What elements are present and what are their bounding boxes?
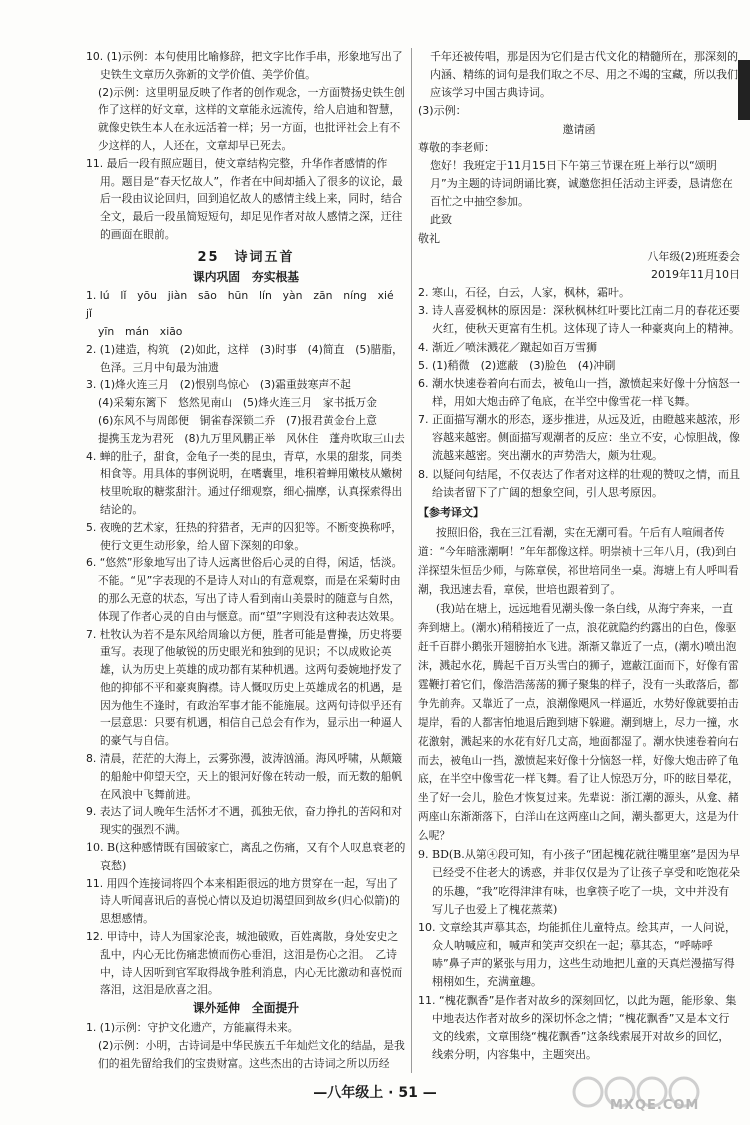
section-inclass: 课内巩固 夯实根基 bbox=[192, 269, 300, 284]
ext-answer-1: 1. (1)示例：守护文化遗产，方能赢得未来。 bbox=[86, 1021, 299, 1035]
answer-r7: 7. 正面描写潮水的形态，逐步推进，从远及近，由瞪越来越浓，形容越来越密。侧面描写观潮者的反应：坐立不安，心惊胆战，像流越来越密。突出潮水的声势浩大，颇为壮观。 bbox=[418, 413, 740, 463]
column-divider bbox=[411, 48, 412, 1073]
ext-answer-2-cont: 千年还被传唱，那是因为它们是古代文化的精髓所在，那深刻的内涵、精练的词句是我们取之不尽、用之不竭的宝藏，所以我们应该学习中国古典诗词。 bbox=[430, 50, 738, 100]
invitation-greeting: 尊敬的李老师： bbox=[418, 140, 495, 154]
answer-r4: 4. 渐近／喷沫溅花／蹴起如百万雪狮 bbox=[418, 340, 597, 354]
answer-r6: 6. 潮水快速卷着向右而去，被龟山一挡，激愤起来好像十分恼怒一样，用如大炮击碎了龟底，在半空中像雪花一样飞舞。 bbox=[418, 376, 740, 408]
invitation-title: 邀请函 bbox=[562, 122, 596, 136]
watermark-logo-icon bbox=[568, 1070, 743, 1122]
invitation-close-1: 此致 bbox=[430, 213, 452, 227]
answer-12: 12. 甲诗中，诗人为国家沦丧，城池破败，百姓离散，身处安史之乱中，内心无比伤痛悲愤而伤心垂泪，这泪是伤心之泪。 乙诗中，诗人因听到官军取得战争胜利消息，内心无比激动和喜悦而落泪，这泪是欣喜之泪。 bbox=[86, 930, 403, 997]
answer-8: 8. 清晨，茫茫的大海上，云雾弥漫，波涛汹涌。海风呼啸，从颠簸的船舱中仰望天空，天上的银河好像在转动一般，而无数的船帆在风浪中飞舞前进。 bbox=[86, 752, 403, 801]
answer-r2: 2. 寒山，石径，白云，人家，枫林，霜叶。 bbox=[418, 286, 630, 300]
translation-para-1: 按照旧俗，我在三江看潮，实在无潮可看。午后有人喧闹者传道：“今年暗涨潮啊！”年年都像这样。明崇祯十三年八月，(我)到白洋探望朱恒岳少师，与陈章侯，祁世培同坐一桌。海塘上有人呼叫看潮，我迅速去看，章侯，世培也跟着到了。 bbox=[418, 526, 739, 596]
answer-3-a: 3. (1)烽火连三月 (2)恨别鸟惊心 (3)霜重鼓寒声不起 bbox=[86, 378, 351, 392]
answer-r10: 10. 文章绘其声摹其态，均能抓住儿童特点。绘其声，一人问说，众人呐喊应和，喊声和笑声交织在一起；摹其态，“呼哧呼哧”鼻子声的紧张与用力，这些生动地把儿童的天真烂漫描写得栩栩如生，充满童趣。 bbox=[418, 920, 736, 989]
answer-4: 4. 蝉的肚子，甜食，金龟子一类的昆虫，青草，水果的甜浆，同类相食等。用具体的事例说明，在嗜囊里，堆积着蝉用嫩枝从嫩树枝里吮取的糖浆甜汁。通过仔细观察，细心揣摩，认真探索得出结论的。 bbox=[86, 449, 403, 516]
watermark-text: MXQE.COM bbox=[610, 1098, 700, 1113]
answer-r5: 5. (1)稍微 (2)遮蔽 (3)脸色 (4)冲刷 bbox=[418, 358, 616, 372]
page-footer: —八年级上 · 51 — bbox=[313, 1085, 437, 1101]
answer-7: 7. 杜牧认为若不是东风给周瑜以方便，胜者可能是曹操，历史将要重写。表现了他敏锐的历史眼光和独到的见识；不以成败论英雄，认为历史上英雄的成功都有某种机遇。这两句委婉地抒发了他的抑郁不平和豪爽胸襟。诗人慨叹历史上英雄成名的机遇，是因为他生不逢时，有政治军事才能不能施展。这两句诗似乎还有一层意思：只要有机遇，相信自己总会有作为，显示出一种逼人的豪气与自信。 bbox=[86, 627, 403, 748]
answer-9: 9. 表达了词人晚年生活怀才不遇，孤独无依，奋力挣扎的苦闷和对现实的强烈不满。 bbox=[86, 805, 403, 837]
answer-10-2: (2)示例：这里明显反映了作者的创作观念，一方面赞扬史铁生创作了这样的好文章，这样的文章能永远流传，给人启迪和智慧，就像史铁生本人在永远活着一样；另一方面，也批评社会上有不少这样的人，人还在，文章却早已死去。 bbox=[98, 85, 405, 152]
invitation-signature: 八年级(2)班班委会 bbox=[647, 249, 740, 263]
answer-6: 6. “悠然”形象地写出了诗人远离世俗后心灵的自得，闲适，恬淡。 bbox=[86, 556, 403, 570]
section-extension: 课外延伸 全面提升 bbox=[192, 1001, 300, 1016]
answer-r9: 9. BD(B.从第④段可知，有小孩子“团起槐花就往嘴里塞”是因为早已经受不住老大的诱惑，并非仅仅是为了让孩子享受和吃饱花朵的乐趣，“我”吃得津津有味，也拿筷子吃了一块，文中并没有写儿子也爱上了槐花蒸菜) bbox=[418, 848, 741, 916]
right-column bbox=[418, 48, 740, 1064]
answer-3-b: (4)采菊东篱下 悠然见南山 (5)烽火连三月 家书抵万金 bbox=[98, 396, 377, 410]
invitation-body: 您好！我班定于11月15日下午第三节课在班上举行以“颂明月”为主题的诗词朗诵比赛，诚邀您担任活动主评委，恳请您在百忙之中抽空参加。 bbox=[430, 158, 733, 209]
answer-2: 2. (1)建造，构筑 (2)如此，这样 (3)时事 (4)简直 (5)腊脂，色泽。三月中旬最为油遗 bbox=[86, 342, 403, 374]
answer-r8: 8. 以疑问句结尾，不仅表达了作者对这样的壮观的赞叹之情，而且给读者留下了广阔的想象空间，引人思考原因。 bbox=[418, 467, 740, 499]
pinyin-line-1: 1. lú lǐ yōu jiàn sāo hūn lín yàn zān níng xié jǐ bbox=[86, 289, 405, 321]
invitation-date: 2019年11月10日 bbox=[651, 267, 740, 281]
answer-3-c: (6)东风不与周郎便 铜雀春深锁二乔 (7)报君黄金台上意 bbox=[98, 413, 377, 427]
answer-6-b: 不能。“见”字表现的不是诗人对山的有意观察，而是在采菊时由的那么无意的状态，写出了诗人看到南山美景时的随意与自然，体现了作者心灵的自由与惬意。而“望”字则没有这种表达效果。 bbox=[98, 574, 401, 623]
ext-answer-3: (3)示例： bbox=[418, 104, 467, 118]
answer-10-1: 10. (1)示例：本句使用比喻修辞，把文字比作手串，形象地写出了史铁生文章历久弥新的文学价值、美学价值。 bbox=[86, 50, 403, 81]
left-column bbox=[86, 48, 406, 1072]
translation-para-2: (我)站在塘上，远远地看见潮头像一条白线，从海宁奔来，一直奔到塘上。(潮水)稍稍接近了一点，浪花就隐约约露出的白色，像驱赶千百群小鹅张开翅膀拍水飞进。渐渐又靠近了一点，(潮水)喷出泡沫，溅起水花，腾起千百万头雪白的狮子，遮蔽江面而下，好像有雷霆鞭打着它们，像浩浩荡荡的狮子聚集的样子，没有一头敢落后，都争先前奔。又靠近了一点，浪潮像飓风一样逼近，水势好像就要拍击堤岸，看的人都害怕地退后跑到塘下躲避。潮到塘上，尽力一撞，水花激射，溅起来的水花有好几丈高，地面都湿了。潮水快速卷着向右而去，被龟山一挡，激愤起来好像十分恼怒一样，好像大炮击碎了龟底，在半空中像雪花一样飞舞。看了让人惊恐万分，吓的眩目晕花，坐了好一会儿，脸色才恢复过来。先辈说：浙江潮的源头，从龛、赭两座山东渐渐落下，白洋山在这两座山之间，潮头都更大，这是为什么呢？ bbox=[418, 601, 739, 843]
invitation-close-2: 敬礼 bbox=[418, 231, 440, 245]
lesson-title: 25 诗词五首 bbox=[197, 249, 295, 265]
reference-translation-title: 【参考译文】 bbox=[418, 505, 484, 519]
answer-10: 10. B(这种感情既有国破家亡，离乱之伤痛，又有个人叹息衰老的哀愁) bbox=[86, 841, 406, 872]
answer-11-b: 11. 用四个连接词将四个本来相距很远的地方贯穿在一起，写出了诗人听闻喜讯后的喜悦心情以及迫切渴望回到故乡(归心似箭)的思想感情。 bbox=[86, 876, 400, 926]
ext-answer-2: (2)示例：小明，古诗词是中华民族五千年灿烂文化的结晶，是我们的祖先留给我们的宝贵财富。这些杰出的古诗词之所以历经 bbox=[98, 1038, 405, 1070]
answer-r11: 11. “槐花飘香”是作者对故乡的深刻回忆，以此为题，能形象、集中地表达作者对故乡的深切怀念之情；“槐花飘香”又是本文行文的线索，文章围绕“槐花飘香”这条线索展开对故乡的回忆，线索分明，内容集中，主题突出。 bbox=[418, 993, 737, 1061]
answer-r3: 3. 诗人喜爱枫林的原因是：深秋枫林红叶要比江南二月的春花还要火红，使秋天更富有生机。这体现了诗人一种豪爽向上的精神。 bbox=[418, 304, 740, 336]
answer-5: 5. 夜晚的艺术家，狂热的狩猎者，无声的囚犯等。不断变换称呼，使行文更生动形象，给人留下深刻的印象。 bbox=[86, 520, 403, 552]
pinyin-line-2: yīn mán xiāo bbox=[98, 324, 183, 338]
answer-3-d: 提携玉龙为君死 (8)九万里风鹏正举 风休住 蓬舟吹取三山去 bbox=[98, 431, 405, 445]
answer-11: 11. 最后一段有照应题目，使文章结构完整，升华作者感情的作用。题目是“春天忆故人”，作者在中间却插入了很多的议论，最后一段由议论回归，回到追忆故人的感情主线上来，同时，结合全文，最后一段虽简短短句，却足见作者对故人感情之深，迂往的画面在眼前。 bbox=[86, 156, 403, 241]
